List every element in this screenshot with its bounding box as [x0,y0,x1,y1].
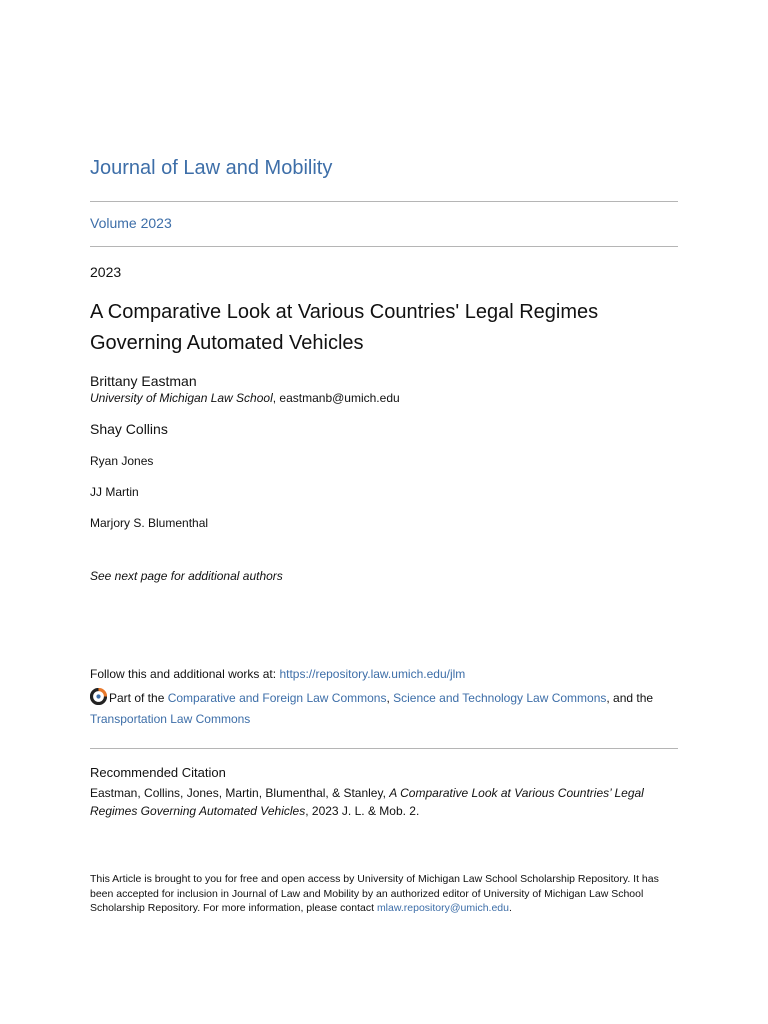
recommended-citation-heading: Recommended Citation [90,765,226,780]
bepress-commons-icon [90,688,107,705]
follow-prefix: Follow this and additional works at: [90,667,280,681]
separator: , and the [606,691,654,705]
article-title: A Comparative Look at Various Countries' Legal Regimes Governing Automated Vehicles [90,301,599,354]
author-affiliation [90,391,400,405]
access-notice-end: . [508,902,512,915]
divider [90,246,678,247]
author-name: Brittany Eastman [90,373,197,389]
repository-link[interactable]: https://repository.law.umich.edu/jlm [279,667,466,681]
publication-year: 2023 [90,264,122,280]
divider [90,748,678,749]
volume-link[interactable]: Volume 2023 [90,215,172,231]
author-name: Marjory S. Blumenthal [90,516,209,530]
access-notice-text: This Article is brought to you for free and open access by University of Michigan Law School Scholarship Repository. It has been accepted for inclusion in Journal of Law and Mobility by an authorized editor of University of Michigan Law School Scholarship Repository. For more information, please contact [90,873,659,915]
separator: , [386,691,394,705]
author-name: Shay Collins [90,421,168,437]
follow-line [90,667,465,681]
author-name: JJ Martin [90,485,139,499]
divider [90,201,678,202]
citation-suffix: , 2023 J. L. & Mob. 2. [305,804,420,818]
commons-link-transportation[interactable]: Transportation Law Commons [90,712,251,726]
author-institution: University of Michigan Law School [90,391,273,405]
additional-authors-note: See next page for additional authors [90,569,283,583]
part-of-line [90,688,680,730]
author-email: , eastmanb@umich.edu [272,391,400,405]
citation-title: A Comparative Look at Various Countries’ Legal Regimes Governing Automated Vehicles [90,786,644,818]
recommended-citation-text [90,784,678,820]
journal-title-link[interactable]: Journal of Law and Mobility [90,157,333,179]
contact-email-link[interactable]: mlaw.repository@umich.edu [376,902,509,915]
author-name: Ryan Jones [90,454,154,468]
part-of-prefix: Part of the [109,691,168,705]
commons-link-comparative[interactable]: Comparative and Foreign Law Commons [167,691,387,705]
access-notice [90,872,665,916]
citation-authors: Eastman, Collins, Jones, Martin, Blumenthal, & Stanley, [90,786,390,800]
commons-link-science-technology[interactable]: Science and Technology Law Commons [393,691,607,705]
